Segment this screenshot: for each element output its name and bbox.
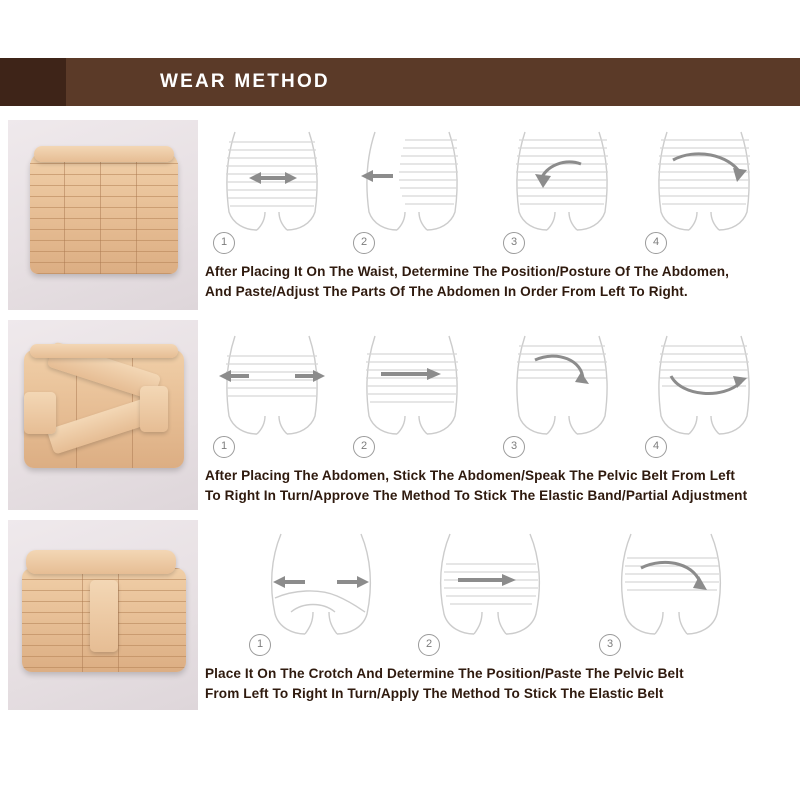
belt-top-edge	[30, 344, 178, 358]
waist-belt-photo	[8, 120, 198, 310]
caption-line-2: And Paste/Adjust The Parts Of The Abdomen In Order From Left To Right.	[205, 284, 688, 299]
step-badge: 1	[249, 634, 271, 656]
step-badge: 4	[645, 436, 667, 458]
page-title: WEAR METHOD	[160, 71, 330, 92]
figure-pelvic-1	[241, 528, 401, 658]
belt-ribs	[30, 152, 178, 274]
belt-top-edge	[34, 146, 174, 162]
torso-illustration	[345, 126, 480, 238]
torso-illustration	[637, 330, 772, 442]
caption-abdomen	[205, 466, 793, 506]
section-pelvic	[205, 528, 793, 704]
figure-waist-4	[637, 126, 772, 256]
figure-waist-2	[345, 126, 480, 256]
step-badge: 2	[353, 232, 375, 254]
caption-pelvic	[205, 664, 793, 704]
belt-seam	[100, 152, 101, 274]
caption-line-2: From Left To Right In Turn/Apply The Method To Stick The Elastic Belt	[205, 686, 664, 701]
header-banner	[0, 58, 800, 106]
belt-seam	[82, 568, 83, 672]
step-badge: 3	[503, 232, 525, 254]
caption-line-1: After Placing It On The Waist, Determine The Position/Posture Of The Abdomen,	[205, 264, 730, 279]
belt-seam	[64, 152, 65, 274]
belt-body	[30, 152, 178, 274]
torso-illustration	[205, 330, 340, 442]
step-badge: 4	[645, 232, 667, 254]
figure-abdomen-4	[637, 330, 772, 460]
caption-waist	[205, 262, 793, 302]
figure-abdomen-1	[205, 330, 340, 460]
belt-seam	[118, 568, 119, 672]
belt-top-edge	[26, 550, 176, 574]
step-badge: 3	[599, 634, 621, 656]
section-abdomen	[205, 330, 793, 506]
step-badge: 1	[213, 436, 235, 458]
belt-tab-left	[24, 392, 56, 434]
abdomen-belt-photo	[8, 320, 198, 510]
belt-tab-center	[90, 580, 118, 652]
header-accent-block	[0, 58, 66, 106]
figure-waist-1	[205, 126, 340, 256]
torso-illustration	[205, 126, 340, 238]
hip-illustration	[591, 528, 751, 640]
figure-strip	[205, 126, 793, 256]
step-badge: 2	[353, 436, 375, 458]
torso-illustration	[345, 330, 480, 442]
figure-strip	[205, 330, 793, 460]
caption-line-1: Place It On The Crotch And Determine The Position/Paste The Pelvic Belt	[205, 666, 684, 681]
torso-illustration	[495, 330, 630, 442]
figure-pelvic-3	[591, 528, 751, 658]
step-badge: 1	[213, 232, 235, 254]
hip-illustration	[241, 528, 401, 640]
figure-waist-3	[495, 126, 630, 256]
figure-abdomen-3	[495, 330, 630, 460]
torso-illustration	[495, 126, 630, 238]
figure-pelvic-2	[410, 528, 570, 658]
step-badge: 2	[418, 634, 440, 656]
belt-tab-right	[140, 386, 168, 432]
caption-line-2: To Right In Turn/Approve The Method To Stick The Elastic Band/Partial Adjustment	[205, 488, 748, 503]
section-waist	[205, 126, 793, 302]
belt-seam	[136, 152, 137, 274]
pelvic-belt-photo	[8, 520, 198, 710]
torso-illustration	[637, 126, 772, 238]
hip-illustration	[410, 528, 570, 640]
figure-abdomen-2	[345, 330, 480, 460]
caption-line-1: After Placing The Abdomen, Stick The Abdomen/Speak The Pelvic Belt From Left	[205, 468, 736, 483]
figure-strip	[205, 528, 793, 658]
step-badge: 3	[503, 436, 525, 458]
